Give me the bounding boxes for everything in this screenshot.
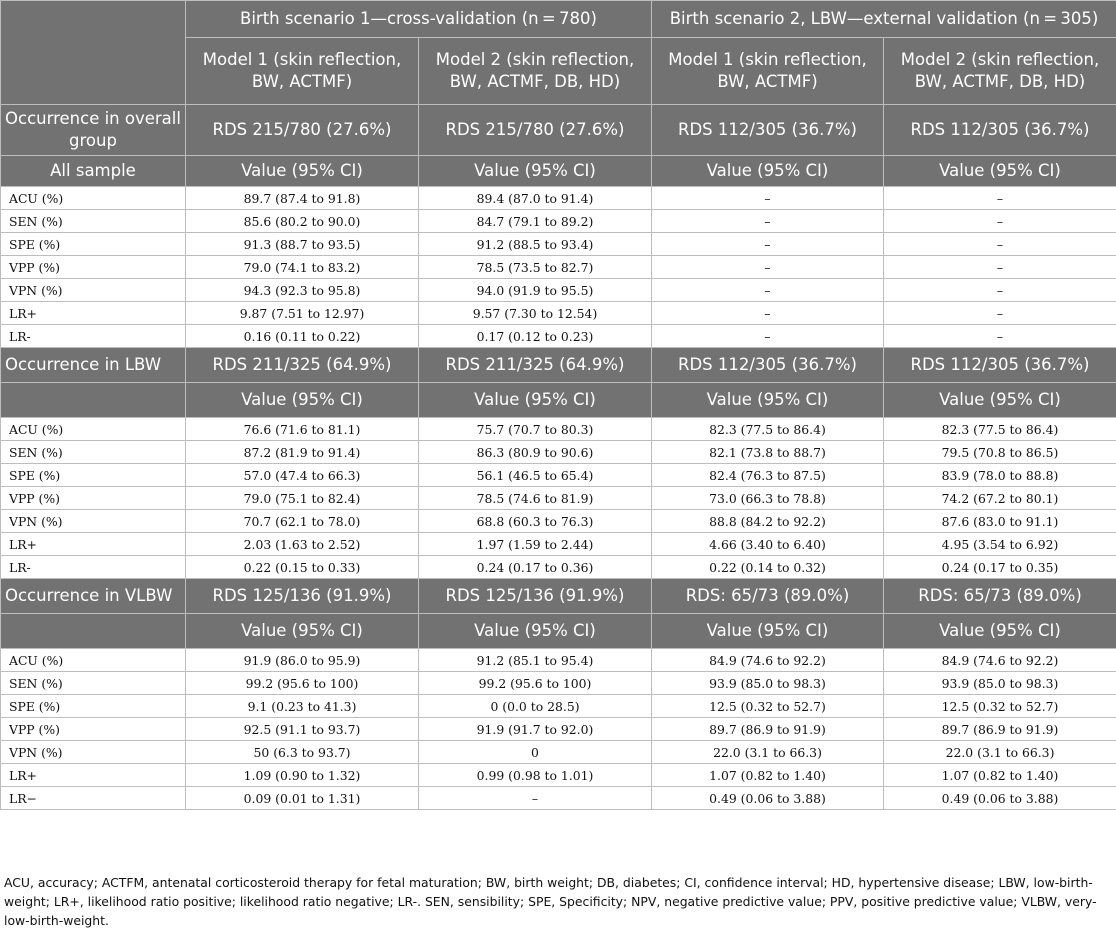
table-footnote: ACU, accuracy; ACTFM, antenatal corticosteroid therapy for fetal maturation; BW, birth weight; DB, diabetes; CI, confidence interval; HD, hypertensive disease; LBW, low-birth-weight; LR+, likelihood ratio positive; likelihood ratio negative; LR-. SEN, sensibility; SPE, Specificity; NPV, negative predictive value; PPV, positive predictive value; VLBW, very-low-birth-weight.	[4, 875, 1097, 928]
metric-value: 91.3 (88.7 to 93.5)	[186, 233, 419, 256]
metric-value: 4.95 (3.54 to 6.92)	[884, 533, 1116, 556]
table-row	[1, 672, 1116, 695]
metric-value: 57.0 (47.4 to 66.3)	[186, 464, 419, 487]
metric-value: 2.03 (1.63 to 2.52)	[186, 533, 419, 556]
metric-label: VPN (%)	[1, 510, 186, 533]
metric-label: VPP (%)	[1, 256, 186, 279]
table-row	[1, 556, 1116, 579]
table-row	[1, 787, 1116, 810]
table-row	[1, 718, 1116, 741]
metric-value: –	[652, 210, 884, 233]
metric-value: 94.0 (91.9 to 95.5)	[419, 279, 652, 302]
metric-label: LR+	[1, 533, 186, 556]
table-row	[1, 741, 1116, 764]
metric-value: 91.2 (88.5 to 93.4)	[419, 233, 652, 256]
sample-label: All sample	[1, 156, 186, 187]
metric-value: 91.2 (85.1 to 95.4)	[419, 649, 652, 672]
s2-model1-header: Model 1 (skin reflection, BW, ACTMF)	[652, 38, 884, 105]
metric-value: 9.1 (0.23 to 41.3)	[186, 695, 419, 718]
metric-value: 82.4 (76.3 to 87.5)	[652, 464, 884, 487]
value-label-row	[1, 614, 1116, 649]
metric-label: VPP (%)	[1, 718, 186, 741]
metric-value: 1.09 (0.90 to 1.32)	[186, 764, 419, 787]
value-ci-header: Value (95% CI)	[884, 614, 1116, 649]
metric-value: –	[652, 256, 884, 279]
metric-value: 0.49 (0.06 to 3.88)	[652, 787, 884, 810]
corner-cell	[1, 1, 186, 105]
occurrence-value: RDS 125/136 (91.9%)	[419, 579, 652, 614]
metric-value: 9.57 (7.30 to 12.54)	[419, 302, 652, 325]
metric-value: –	[884, 256, 1116, 279]
metric-value: 92.5 (91.1 to 93.7)	[186, 718, 419, 741]
metric-value: –	[419, 787, 652, 810]
occurrence-value: RDS 112/305 (36.7%)	[884, 348, 1116, 383]
metric-value: 74.2 (67.2 to 80.1)	[884, 487, 1116, 510]
metric-value: 0.24 (0.17 to 0.35)	[884, 556, 1116, 579]
metric-value: 85.6 (80.2 to 90.0)	[186, 210, 419, 233]
metric-value: 78.5 (74.6 to 81.9)	[419, 487, 652, 510]
metric-value: –	[884, 187, 1116, 210]
value-ci-header: Value (95% CI)	[419, 156, 652, 187]
metric-value: 93.9 (85.0 to 98.3)	[884, 672, 1116, 695]
metric-value: 79.0 (75.1 to 82.4)	[186, 487, 419, 510]
metric-value: 1.07 (0.82 to 1.40)	[652, 764, 884, 787]
metric-value: 87.6 (83.0 to 91.1)	[884, 510, 1116, 533]
metric-label: LR-	[1, 325, 186, 348]
occurrence-row	[1, 348, 1116, 383]
occurrence-value: RDS 125/136 (91.9%)	[186, 579, 419, 614]
metric-value: –	[652, 233, 884, 256]
metric-label: SPE (%)	[1, 233, 186, 256]
metric-value: 76.6 (71.6 to 81.1)	[186, 418, 419, 441]
metric-label: LR+	[1, 764, 186, 787]
value-ci-header: Value (95% CI)	[652, 156, 884, 187]
s1-model2-header: Model 2 (skin reflection, BW, ACTMF, DB, HD)	[419, 38, 652, 105]
value-ci-header: Value (95% CI)	[652, 383, 884, 418]
value-ci-header: Value (95% CI)	[652, 614, 884, 649]
table-row	[1, 649, 1116, 672]
metric-value: 0	[419, 741, 652, 764]
metric-value: 0.22 (0.15 to 0.33)	[186, 556, 419, 579]
table-row	[1, 487, 1116, 510]
occurrence-value: RDS: 65/73 (89.0%)	[884, 579, 1116, 614]
metric-value: –	[652, 325, 884, 348]
value-ci-header: Value (95% CI)	[419, 614, 652, 649]
sample-label	[1, 614, 186, 649]
table-row	[1, 510, 1116, 533]
occurrence-label: Occurrence in overall group	[1, 105, 186, 156]
occurrence-value: RDS 211/325 (64.9%)	[186, 348, 419, 383]
metric-value: 84.7 (79.1 to 89.2)	[419, 210, 652, 233]
occurrence-row	[1, 579, 1116, 614]
metric-value: 22.0 (3.1 to 66.3)	[652, 741, 884, 764]
table-row	[1, 533, 1116, 556]
scenario2-header: Birth scenario 2, LBW—external validation (n = 305)	[652, 1, 1116, 38]
metric-value: 0.16 (0.11 to 0.22)	[186, 325, 419, 348]
metric-value: 89.7 (87.4 to 91.8)	[186, 187, 419, 210]
table-row	[1, 187, 1116, 210]
occurrence-value: RDS 215/780 (27.6%)	[186, 105, 419, 156]
table-row	[1, 695, 1116, 718]
metric-value: –	[884, 302, 1116, 325]
metric-value: 94.3 (92.3 to 95.8)	[186, 279, 419, 302]
metric-value: 50 (6.3 to 93.7)	[186, 741, 419, 764]
metric-value: 79.0 (74.1 to 83.2)	[186, 256, 419, 279]
metric-value: 0.24 (0.17 to 0.36)	[419, 556, 652, 579]
table-row	[1, 325, 1116, 348]
metric-label: VPN (%)	[1, 279, 186, 302]
occurrence-value: RDS 215/780 (27.6%)	[419, 105, 652, 156]
value-ci-header: Value (95% CI)	[186, 383, 419, 418]
metric-value: 0.17 (0.12 to 0.23)	[419, 325, 652, 348]
occurrence-value: RDS 112/305 (36.7%)	[652, 105, 884, 156]
metric-value: –	[652, 302, 884, 325]
metric-value: –	[884, 325, 1116, 348]
metric-value: 87.2 (81.9 to 91.4)	[186, 441, 419, 464]
scenario1-header: Birth scenario 1—cross-validation (n = 780)	[186, 1, 652, 38]
metric-value: 12.5 (0.32 to 52.7)	[884, 695, 1116, 718]
metric-value: 89.7 (86.9 to 91.9)	[652, 718, 884, 741]
value-ci-header: Value (95% CI)	[419, 383, 652, 418]
metric-value: 82.1 (73.8 to 88.7)	[652, 441, 884, 464]
metric-value: –	[884, 233, 1116, 256]
metric-value: 73.0 (66.3 to 78.8)	[652, 487, 884, 510]
metric-value: 99.2 (95.6 to 100)	[186, 672, 419, 695]
metric-value: 0.09 (0.01 to 1.31)	[186, 787, 419, 810]
metric-label: SPE (%)	[1, 695, 186, 718]
metric-value: 70.7 (62.1 to 78.0)	[186, 510, 419, 533]
occurrence-row	[1, 105, 1116, 156]
occurrence-label: Occurrence in LBW	[1, 348, 186, 383]
metric-label: VPP (%)	[1, 487, 186, 510]
occurrence-value: RDS: 65/73 (89.0%)	[652, 579, 884, 614]
metric-value: 88.8 (84.2 to 92.2)	[652, 510, 884, 533]
metric-label: ACU (%)	[1, 187, 186, 210]
metric-value: 84.9 (74.6 to 92.2)	[652, 649, 884, 672]
table-row	[1, 210, 1116, 233]
metric-value: 75.7 (70.7 to 80.3)	[419, 418, 652, 441]
metric-value: 0.99 (0.98 to 1.01)	[419, 764, 652, 787]
metric-value: –	[652, 279, 884, 302]
metric-value: 86.3 (80.9 to 90.6)	[419, 441, 652, 464]
table-row	[1, 279, 1116, 302]
metric-value: –	[652, 187, 884, 210]
metric-value: 9.87 (7.51 to 12.97)	[186, 302, 419, 325]
table-row	[1, 441, 1116, 464]
metric-label: LR-	[1, 556, 186, 579]
metric-value: 89.4 (87.0 to 91.4)	[419, 187, 652, 210]
metric-value: 84.9 (74.6 to 92.2)	[884, 649, 1116, 672]
metric-value: 0 (0.0 to 28.5)	[419, 695, 652, 718]
occurrence-label: Occurrence in VLBW	[1, 579, 186, 614]
s2-model2-header: Model 2 (skin reflection, BW, ACTMF, DB, HD)	[884, 38, 1116, 105]
table-row	[1, 764, 1116, 787]
metric-label: VPN (%)	[1, 741, 186, 764]
metric-value: 89.7 (86.9 to 91.9)	[884, 718, 1116, 741]
metric-value: 99.2 (95.6 to 100)	[419, 672, 652, 695]
metric-value: –	[884, 210, 1116, 233]
metric-value: 83.9 (78.0 to 88.8)	[884, 464, 1116, 487]
value-label-row	[1, 383, 1116, 418]
metric-value: 22.0 (3.1 to 66.3)	[884, 741, 1116, 764]
metric-label: SPE (%)	[1, 464, 186, 487]
table-row	[1, 233, 1116, 256]
metric-value: 68.8 (60.3 to 76.3)	[419, 510, 652, 533]
occurrence-value: RDS 112/305 (36.7%)	[884, 105, 1116, 156]
table-row	[1, 302, 1116, 325]
metric-label: LR+	[1, 302, 186, 325]
metric-value: 12.5 (0.32 to 52.7)	[652, 695, 884, 718]
metric-label: LR−	[1, 787, 186, 810]
metric-value: 4.66 (3.40 to 6.40)	[652, 533, 884, 556]
table-row	[1, 418, 1116, 441]
metric-value: 1.97 (1.59 to 2.44)	[419, 533, 652, 556]
metric-value: 0.49 (0.06 to 3.88)	[884, 787, 1116, 810]
metric-value: 79.5 (70.8 to 86.5)	[884, 441, 1116, 464]
metric-value: 82.3 (77.5 to 86.4)	[652, 418, 884, 441]
metric-value: –	[884, 279, 1116, 302]
metric-value: 91.9 (86.0 to 95.9)	[186, 649, 419, 672]
occurrence-value: RDS 211/325 (64.9%)	[419, 348, 652, 383]
metric-label: SEN (%)	[1, 672, 186, 695]
value-ci-header: Value (95% CI)	[186, 614, 419, 649]
metric-label: SEN (%)	[1, 441, 186, 464]
metric-value: 91.9 (91.7 to 92.0)	[419, 718, 652, 741]
sample-label	[1, 383, 186, 418]
header-row-scenarios	[1, 1, 1116, 38]
metric-value: 56.1 (46.5 to 65.4)	[419, 464, 652, 487]
occurrence-value: RDS 112/305 (36.7%)	[652, 348, 884, 383]
metric-value: 93.9 (85.0 to 98.3)	[652, 672, 884, 695]
table-row	[1, 256, 1116, 279]
value-ci-header: Value (95% CI)	[186, 156, 419, 187]
table-row	[1, 464, 1116, 487]
value-ci-header: Value (95% CI)	[884, 156, 1116, 187]
metric-value: 82.3 (77.5 to 86.4)	[884, 418, 1116, 441]
metric-label: ACU (%)	[1, 649, 186, 672]
metric-label: ACU (%)	[1, 418, 186, 441]
metric-value: 78.5 (73.5 to 82.7)	[419, 256, 652, 279]
s1-model1-header: Model 1 (skin reflection, BW, ACTMF)	[186, 38, 419, 105]
value-ci-header: Value (95% CI)	[884, 383, 1116, 418]
metric-label: SEN (%)	[1, 210, 186, 233]
value-label-row	[1, 156, 1116, 187]
metric-value: 1.07 (0.82 to 1.40)	[884, 764, 1116, 787]
metric-value: 0.22 (0.14 to 0.32)	[652, 556, 884, 579]
